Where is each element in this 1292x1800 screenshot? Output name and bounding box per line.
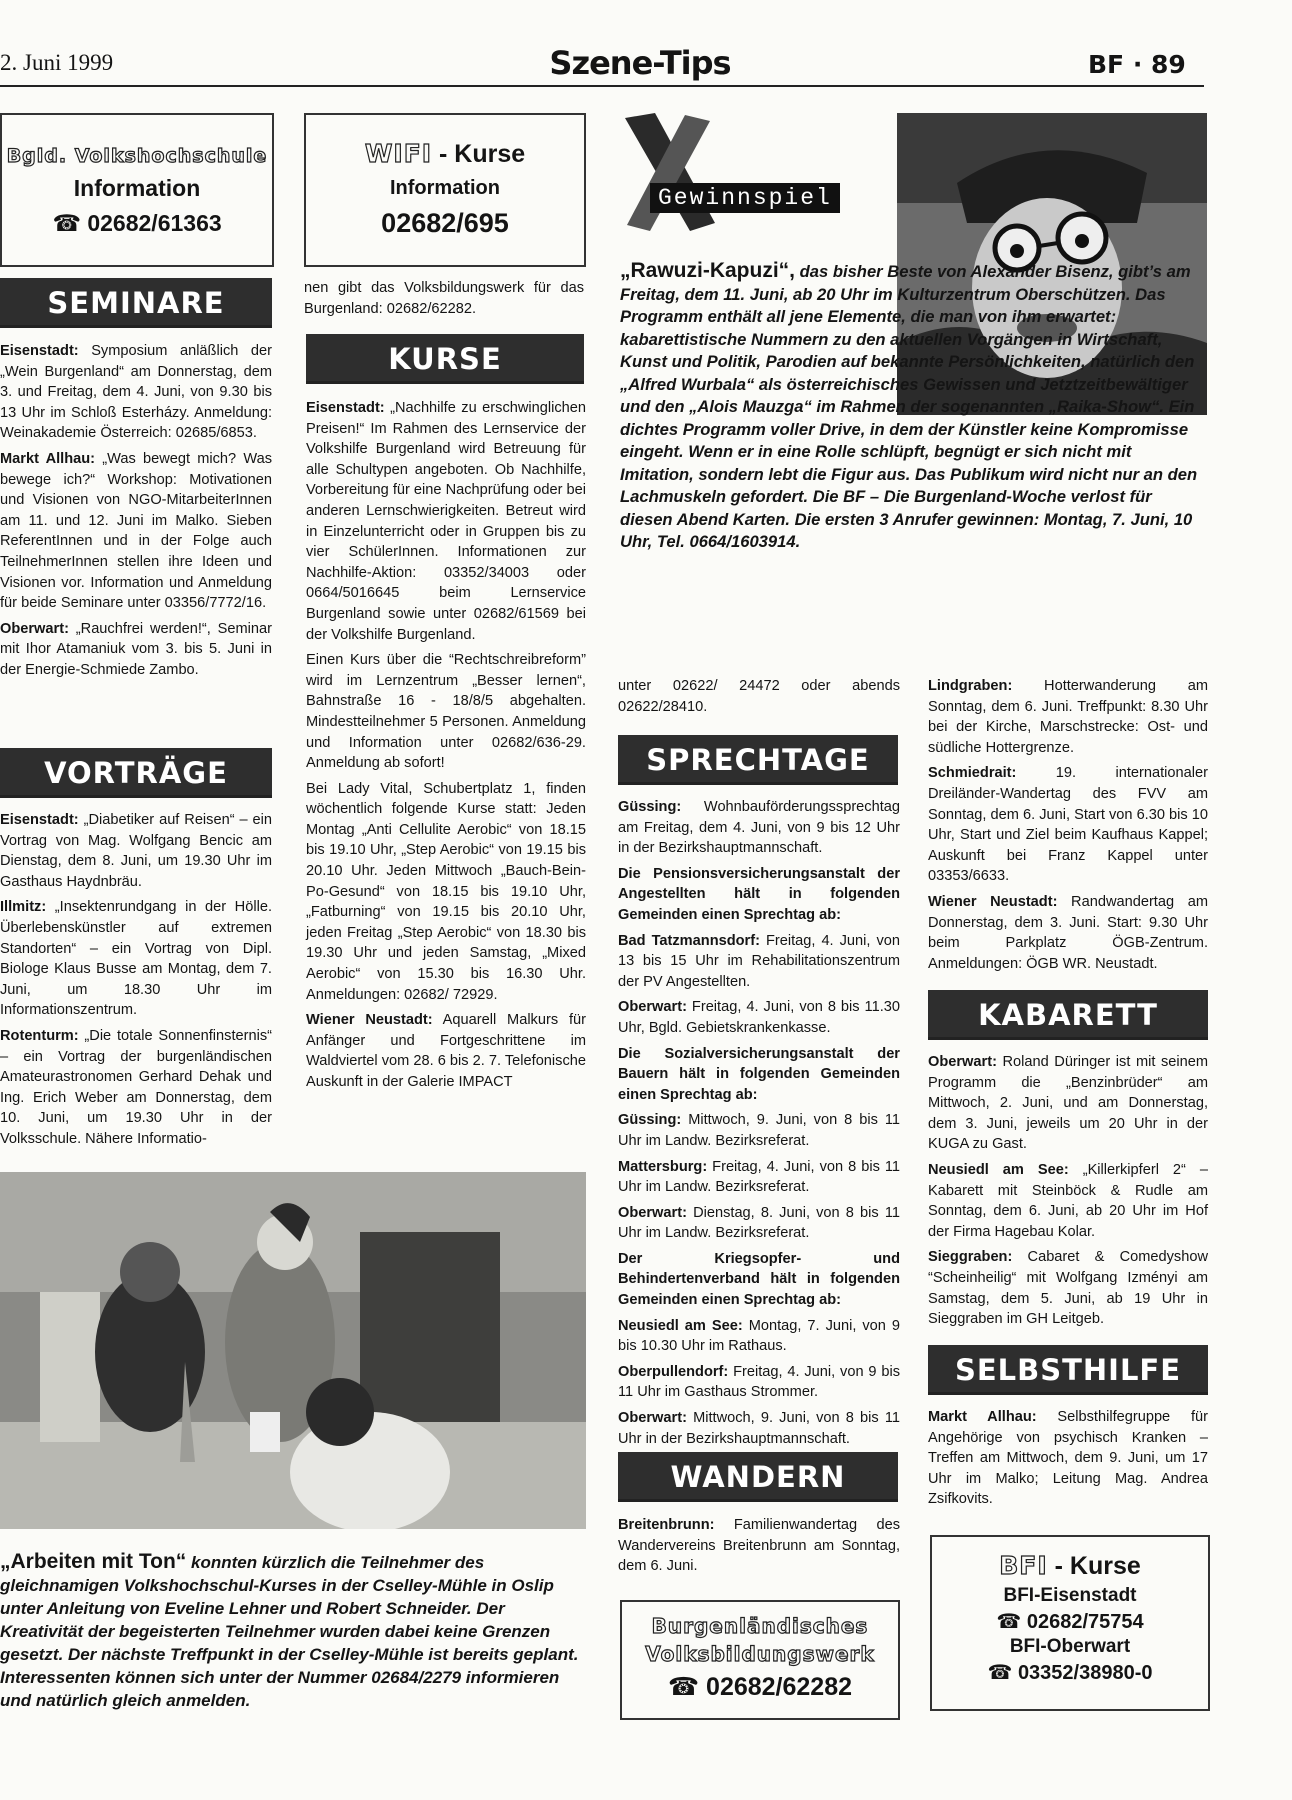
listing-item xyxy=(306,398,586,645)
vortraege-column xyxy=(0,810,272,1155)
vhs-org-name: Bgld. Volkshochschule xyxy=(6,145,268,167)
listing-text: Freitag, 4. Juni, von 8 bis 11.30 Uhr, Bgld. Gebietskrankenkasse. xyxy=(618,999,900,1036)
seminare-column xyxy=(0,341,272,686)
listing-item xyxy=(0,619,272,681)
bbw-info-box xyxy=(620,1600,900,1720)
listing-item xyxy=(928,676,1208,758)
pottery-photo-image xyxy=(0,1172,586,1529)
listing-item xyxy=(928,763,1208,887)
wifi-info-box xyxy=(304,113,586,267)
listing-item xyxy=(618,1110,900,1151)
listing-item xyxy=(618,1203,900,1244)
photo-caption xyxy=(0,1550,585,1712)
listing-item xyxy=(618,1408,900,1449)
listing-text: Freitag, 4. Juni, von 13 bis 15 Uhr im Rehabilitationszentrum der PV Angestellten. xyxy=(618,932,900,990)
photo-caption-text: konnten kürzlich die Teilnehmer des gleichnamigen Volkshochschul-Kurses in der Cselley-Mühle in Oslip unter Anleitung von Eveline Lehner und Robert Schneider. Der Kreativität der begeisterten Teilnehmer wurden dabei keine Grenzen gesetzt. Der nächste Treffpunkt in der Cselley-Mühle ist bereits geplant. Interessenten können sich unter der Nummer 02684/2279 informieren und natürlich gleich anmelden. xyxy=(0,1553,579,1710)
banner-wandern: WANDERN xyxy=(618,1452,898,1502)
listing-text: Selbsthilfegruppe für Angehörige von psychisch Kranken – Treffen am Mittwoch, dem 9. Juni, um 17 Uhr im Malko; Leitung Mag. Andrea Zsifkovits. xyxy=(928,1409,1208,1508)
listing-place: Oberwart: xyxy=(618,1204,687,1221)
listing-item xyxy=(618,1362,900,1403)
listing-item xyxy=(306,1010,586,1092)
col3-intro: unter 02622/ 24472 oder abends 02622/28410. xyxy=(618,678,900,715)
kurse-intro: nen gibt das Volksbildungswerk für das Burgenland: 02682/62282. xyxy=(304,280,584,317)
listing-item xyxy=(0,341,272,444)
listing-item xyxy=(306,650,586,774)
wifi-org-name: WIFI xyxy=(364,139,433,168)
bfi-eisenstadt-label: BFI-Eisenstadt xyxy=(1003,1585,1137,1606)
listing-item xyxy=(0,897,272,1021)
listing-item xyxy=(928,892,1208,974)
vhs-info-box xyxy=(0,113,274,267)
listing-text: „Insektenrundgang in der Hölle. Überlebenskünstler auf extremen Standorten“ – ein Vortrag von Dipl. Biologe Klaus Busse am Montag, dem 7. Juni, um 18.30 Uhr im Informationszentrum. xyxy=(0,899,272,1019)
listing-place: Eisenstadt: xyxy=(0,343,79,359)
section-title: Szene-Tips xyxy=(549,44,731,82)
listing-text: Freitag, 4. Juni, von 8 bis 11 Uhr im Landw. Bezirksreferat. xyxy=(618,1158,900,1196)
listing-text: „Was bewegt mich? Was bewege ich?“ Workshop: Motivationen und Visionen von NGO-MitarbeiterInnen am 11. und 12. Juni im Malko. Sieben ReferentInnen und in der Folge auch TeilnehmerInnen stellen ihre Ideen und Visionen vor. Information und Anmeldung für beide Seminare unter 03356/7772/16. xyxy=(0,450,272,612)
wifi-title-suffix: - Kurse xyxy=(432,140,526,168)
wifi-phone: 02682/695 xyxy=(381,208,509,238)
listing-place: Breitenbrunn: xyxy=(618,1517,715,1533)
listing-place: Oberwart: xyxy=(0,620,69,637)
wandern-column xyxy=(618,1515,900,1582)
vhs-phone: ☎ 02682/61363 xyxy=(52,210,222,236)
listing-text: Cabaret & Comedyshow “Scheinheilig“ mit Wolfgang Izményi am Samstag, dem 5. Juni, ab 19 Uhr in Sieggraben im GH Leitgeb. xyxy=(928,1249,1208,1328)
listing-item xyxy=(618,931,900,993)
listing-place: Güssing: xyxy=(618,1112,682,1129)
bfi-oberwart-phone: ☎ 03352/38980-0 xyxy=(987,1662,1153,1684)
listing-text: Aquarell Malkurs für Anfänger und Fortgeschrittene im Waldviertel vom 28. 6 bis 2. 7. Telefonische Auskunft in der Galerie IMPACT xyxy=(306,1012,586,1090)
listing-place: Lindgraben: xyxy=(928,678,1013,694)
listing-item xyxy=(928,1160,1208,1242)
listing-text: „Diabetiker auf Reisen“ – ein Vortrag von Mag. Wolfgang Bencic am Dienstag, dem 8. Juni, um 19.30 Uhr im Gasthaus Haydnbräu. xyxy=(0,812,272,890)
bfi-eisenstadt-phone: ☎ 02682/75754 xyxy=(996,1611,1144,1633)
selbsthilfe-column xyxy=(928,1407,1208,1515)
listing-place: Mattersburg: xyxy=(618,1158,708,1175)
listing-text: Wohnbauförderungssprechtag am Freitag, dem 4. Juni, von 9 bis 12 Uhr in der Bezirkshauptmannschaft. xyxy=(618,799,900,857)
bbw-org-line2: Volksbildungswerk xyxy=(645,1642,875,1666)
listing-item xyxy=(928,1052,1208,1155)
listing-text: Roland Düringer ist mit seinem Programm die „Benzinbrüder“ am Mittwoch, 2. Juni, und am Donnerstag, dem 3. Juni, jeweils um 20 Uhr in der KUGA zu Gast. xyxy=(928,1054,1208,1153)
listing-text: Symposium anläßlich der „Wein Burgenland“ am Donnerstag, dem 3. und Freitag, dem 4. Juni, von 9.30 bis 13 Uhr im Schloß Esterházy. Anmeldung: Weinakademie Österreich: 02685/6853. xyxy=(0,343,272,442)
listing-item xyxy=(618,797,900,859)
listing-item xyxy=(0,449,272,614)
listing-place: Oberwart: xyxy=(618,1410,687,1427)
gewinnspiel-x-mark xyxy=(615,113,725,233)
banner-selbsthilfe: SELBSTHILFE xyxy=(928,1345,1208,1395)
listing-place: Oberwart: xyxy=(928,1054,997,1070)
wifi-info-label: Information xyxy=(390,177,500,199)
listing-text: 19. internationaler Dreiländer-Wandertag des FVV am Sonntag, dem 6. Juni, Start von 6.30 bis 10 Uhr, Start und Ziel beim Kaufhaus Kappel; Auskunft bei Franz Kappel unter 03353/6633. xyxy=(928,765,1208,885)
vhs-info-label: Information xyxy=(73,175,201,201)
listing-place: Der Kriegsopfer- und Behindertenverband hält in folgenden Gemeinden einen Sprechtag ab: xyxy=(618,1250,900,1309)
header-rule xyxy=(0,85,1204,87)
bfi-title-suffix: - Kurse xyxy=(1047,1552,1141,1580)
banner-seminare: SEMINARE xyxy=(0,278,272,328)
listing-text: Montag, 7. Juni, von 9 bis 10.30 Uhr im Rathaus. xyxy=(618,1317,900,1355)
listing-text: „Killerkipferl 2“ – Kabarett mit Steinböck & Rudle am Sonntag, dem 6. Juni, ab 20 Uhr im Hof der Firma Hagebau Kolar. xyxy=(928,1161,1208,1240)
issue-date: 2. Juni 1999 xyxy=(0,50,114,75)
listing-item xyxy=(618,1157,900,1198)
photo-caption-lead: „Arbeiten mit Ton“ xyxy=(0,1550,187,1573)
listing-text: Hotterwanderung am Sonntag, dem 6. Juni. Treffpunkt: 8.30 Uhr bei der Kirche, Marschstrecke: Ost- und südliche Hottergrenze. xyxy=(928,678,1208,756)
wifi-title xyxy=(306,139,584,169)
listing-item xyxy=(618,1249,900,1311)
bfi-oberwart-label: BFI-Oberwart xyxy=(1009,1636,1131,1657)
listing-place: Eisenstadt: xyxy=(306,400,385,416)
listing-text: Mittwoch, 9. Juni, von 8 bis 11 Uhr im Landw. Bezirksreferat. xyxy=(618,1112,900,1149)
listing-place: Eisenstadt: xyxy=(0,812,79,828)
listing-place: Die Pensionsversicherungsanstalt der Angestellten hält in folgenden Gemeinden einen Sprechtag ab: xyxy=(618,865,900,923)
listing-text: Einen Kurs über die “Rechtschreibreform” wird im Lernzentrum „Besser lernen“, Bahnstraße 16 - 18/8/5 abgehalten. Mindestteilnehmer 5 Personen. Anmeldung und Information unter 02682/636-29. Anmeldung ab sofort! xyxy=(306,652,586,772)
listing-text: Familienwandertag des Wandervereins Breitenbrunn am Sonntag, dem 6. Juni. xyxy=(618,1517,900,1575)
listing-place: Oberpullendorf: xyxy=(618,1363,729,1380)
listing-text: Bei Lady Vital, Schubertplatz 1, finden wöchentlich folgende Kurse statt: Jeden Montag „Anti Cellulite Aerobic“ von 18.15 bis 19.10 Uhr, „Step Aerobic“ von 19.15 bis 20.10 Uhr. Jeden Mittwoch „Bauch-Bein-Po-Gesund“ von 18.15 bis 19.10 Uhr, „Fatburning“ von 19.15 bis 20.10 Uhr, jeden Freitag „Step Aerobic“ von 18.30 bis 19.30 Uhr und jeden Samstag, „Mixed Aerobic“ von 15.30 bis 16.30 Uhr. Anmeldungen: 02682/ 72929. xyxy=(306,780,586,1003)
listing-place: Güssing: xyxy=(618,799,682,815)
wandern-column-continued xyxy=(928,676,1208,979)
listing-place: Oberwart: xyxy=(618,999,687,1016)
listing-place: Markt Allhau: xyxy=(928,1409,1037,1425)
banner-kurse: KURSE xyxy=(306,334,584,384)
listing-place: Wiener Neustadt: xyxy=(306,1012,433,1029)
banner-sprechtage: SPRECHTAGE xyxy=(618,735,898,785)
x-mark-icon xyxy=(615,113,725,233)
gewinnspiel-label: Gewinnspiel xyxy=(650,183,840,213)
bfi-org-name: BFI xyxy=(999,1551,1048,1580)
listing-text: Mittwoch, 9. Juni, von 8 bis 11 Uhr in der Bezirkshauptmannschaft. xyxy=(618,1410,900,1447)
listing-item xyxy=(618,864,900,926)
listing-place: Wiener Neustadt: xyxy=(928,893,1058,910)
listing-item xyxy=(928,1407,1208,1510)
listing-place: Neusiedl am See: xyxy=(928,1161,1069,1178)
page-number: BF · 89 xyxy=(1088,50,1186,79)
pottery-class-photo xyxy=(0,1172,586,1529)
listing-text: „Nachhilfe zu erschwinglichen Preisen!“ Im Rahmen des Lernservice der Volkshilfe Burgenland wird Betreuung für alle Schultypen angeboten. Ob Nachhilfe, Vorbereitung für eine Nachprüfung oder bei anderen Lernschwierigkeiten. Betreut wird in Einzelunterricht oder in Gruppen bis zu vier SchülerInnen. Informationen zur Nachhilfe-Aktion: 03352/34003 oder 0664/5016645 beim Lernservice Burgenland sowie unter 02682/61569 bei der Volkshilfe Burgenland. xyxy=(306,400,586,643)
gewinnspiel-title: „Rawuzi-Kapuzi“, xyxy=(620,259,796,282)
listing-item xyxy=(618,1044,900,1106)
listing-item xyxy=(928,1247,1208,1329)
listing-place: Illmitz: xyxy=(0,899,47,916)
listing-place: Rotenturm: xyxy=(0,1027,79,1044)
listing-item xyxy=(618,1316,900,1357)
banner-kabarett: KABARETT xyxy=(928,990,1208,1040)
bfi-title xyxy=(932,1551,1208,1581)
listing-text: „Rauchfrei werden!“, Seminar mit Ihor Atamaniuk vom 3. bis 5. Juni in der Energie-Schmiede Zambo. xyxy=(0,620,272,678)
listing-text: Randwandertag am Donnerstag, dem 3. Juni. Start: 9.30 Uhr beim Parkplatz ÖGB-Zentrum. Anmeldungen: ÖGB WR. Neustadt. xyxy=(928,893,1208,972)
listing-place: Sieggraben: xyxy=(928,1249,1013,1266)
listing-item xyxy=(306,779,586,1006)
kurse-column xyxy=(306,398,586,1098)
listing-place: Schmiedrait: xyxy=(928,765,1017,782)
gewinnspiel-text xyxy=(620,260,1208,554)
listing-place: Bad Tatzmannsdorf: xyxy=(618,932,760,949)
sprechtage-column xyxy=(618,797,900,1454)
listing-place: Die Sozialversicherungsanstalt der Bauern hält in folgenden Gemeinden einen Sprechtag ab: xyxy=(618,1045,900,1103)
listing-item xyxy=(618,997,900,1038)
banner-vortraege: VORTRÄGE xyxy=(0,748,272,798)
listing-item xyxy=(618,1515,900,1577)
listing-text: „Die totale Sonnenfinsternis“ – ein Vortrag der burgenländischen Amateurastronomen Gerhard Dehak und Ing. Erich Weber am Donnerstag, dem 10. Juni, um 19.30 Uhr in der Volksschule. Nähere Informatio- xyxy=(0,1027,272,1147)
kabarett-column xyxy=(928,1052,1208,1335)
listing-place: Neusiedl am See: xyxy=(618,1317,743,1334)
listing-item xyxy=(0,1026,272,1150)
listing-item xyxy=(0,810,272,892)
bbw-org-line1: Burgenländisches xyxy=(651,1614,869,1638)
bfi-info-box xyxy=(930,1535,1210,1711)
listing-text: Dienstag, 8. Juni, von 8 bis 11 Uhr im Landw. Bezirksreferat. xyxy=(618,1204,900,1242)
gewinnspiel-body: das bisher Beste von Alexander Bisenz, gibt’s am Freitag, dem 11. Juni, ab 20 Uhr im Kulturzentrum Oberschützen. Das Programm enthält all jene Elemente, die man von ihm erwartet: kabarettistische Nummern zu den aktuellen Vorgängen in Wirtschaft, Kunst und Politik, Parodien auf bekannte Persönlichkeiten, natürlich den „Alfred Wurbala“ als österreichisches Gewissen und Jetztzeitbewältiger und den „Alois Mauzga“ im Rahmen der sogenannten „Raika-Show“. Ein dichtes Programm voller Drive, in dem der Künstler keine Kompromisse eingeht. Wenn er in eine Rolle schlüpft, begnügt er sich nicht mit Imitation, sondern lebt die Figur aus. Das Publikum wird nicht nur an den Lachmuskeln gefordert. Die BF – Die Burgenland-Woche verlost für diesen Abend Karten. Die ersten 3 Anrufer gewinnen: Montag, 7. Juni, 10 Uhr, Tel. 0664/1603914. xyxy=(620,262,1198,551)
listing-place: Markt Allhau: xyxy=(0,450,96,467)
listing-text: Freitag, 4. Juni, von 9 bis 11 Uhr im Gasthaus Strommer. xyxy=(618,1363,900,1401)
bbw-phone: ☎ 02682/62282 xyxy=(667,1673,853,1701)
